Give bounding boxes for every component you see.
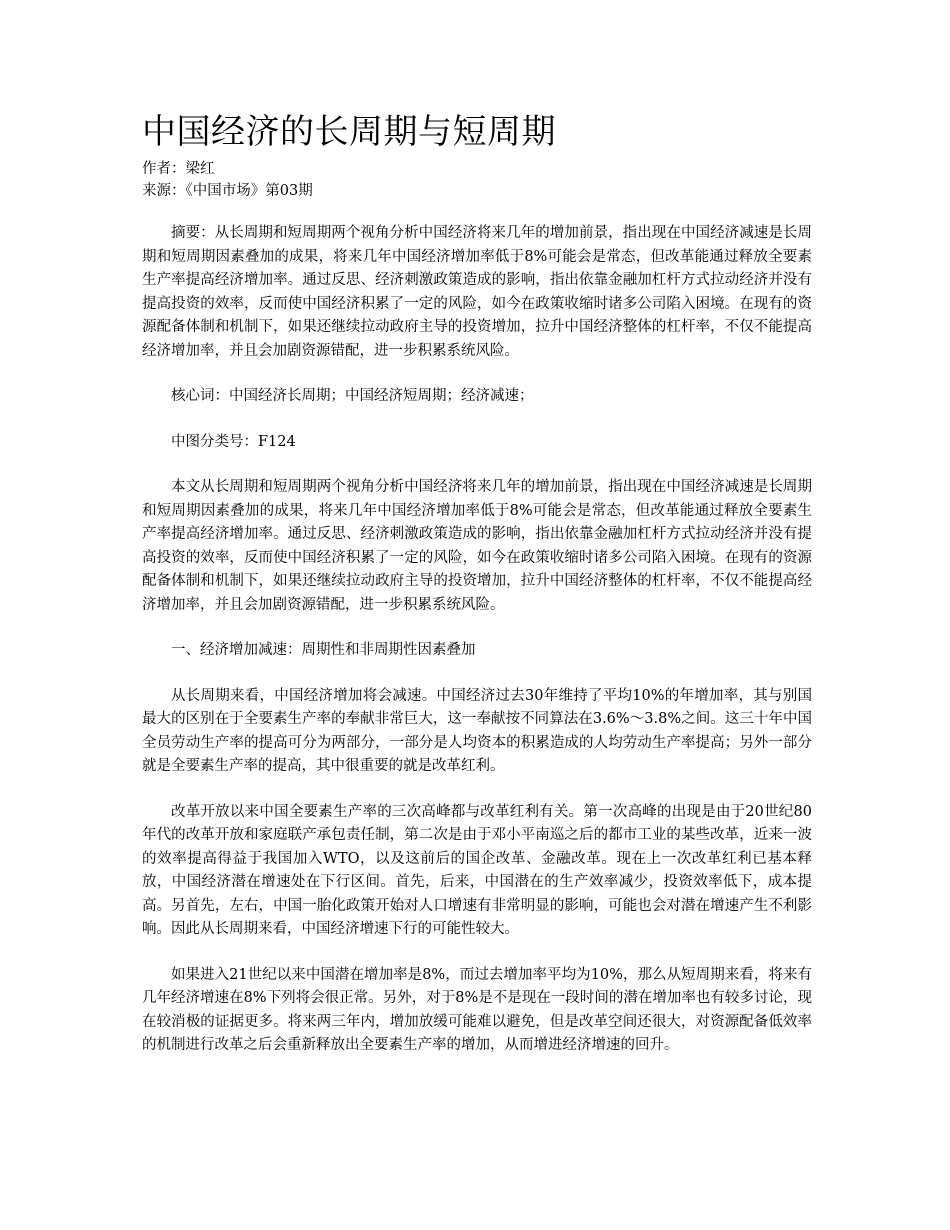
- body-paragraph-3: 如果进入21世纪以来中国潜在增加率是8%，而过去增加率平均为10%，那么从短周期来看，将来有几年经济增速在8%下列将会很正常。另外，对于8%是不是现在一段时间的潜在增加率也有较多讨论，现在较消极的证据更多。将来两三年内，增加放缓可能难以避免，但是改革空间还很大，对资源配备低效率的机制进行改革之后会重新释放出全要素生产率的增加，从而增进经济增速的回升。: [142, 966, 812, 1053]
- classification-paragraph: 中图分类号：F124: [171, 433, 296, 450]
- document-page: [142, 110, 812, 1058]
- document-source: 来源：《中国市场》第03期: [142, 183, 313, 199]
- body-paragraph-2: 改革开放以来中国全要素生产率的三次高峰都与改革红利有关。第一次高峰的出现是由于20世纪80年代的改革开放和家庭联产承包责任制，第二次是由于邓小平南巡之后的都市工业的某些改革，近来一波的效率提高得益于我国加入WTO，以及这前后的国企改革、金融改革。现在上一次改革红利已基本释放，中国经济潜在增速处在下行区间。首先，后来，中国潜在的生产效率减少，投资效率低下，成本提高。另首先，左右，中国一胎化政策开始对人口增速有非常明显的影响，可能也会对潜在增速产生不利影响。因此从长周期来看，中国经济增速下行的可能性较大。: [142, 803, 812, 937]
- body-paragraph-1: 从长周期来看，中国经济增加将会减速。中国经济过去30年维持了平均10%的年增加率，其与别国最大的区别在于全要素生产率的奉献非常巨大，这一奉献按不同算法在3.6%～3.8%之间。这三十年中国全员劳动生产率的提高可分为两部分，一部分是人均资本的积累造成的人均劳动生产率提高；另外一部分就是全要素生产率的提高，其中很重要的就是改革红利。: [142, 687, 812, 774]
- document-title: 中国经济的长周期与短周期: [142, 112, 556, 152]
- keywords-paragraph: 核心词：中国经济长周期；中国经济短周期；经济减速；: [171, 388, 534, 404]
- intro-paragraph: 本文从长周期和短周期两个视角分析中国经济将来几年的增加前景，指出现在中国经济减速是长周期和短周期因素叠加的成果，将来几年中国经济增加率低于8%可能会是常态，但改革能通过释放全要素生产率提高经济增加率。通过反思、经济刺激政策造成的影响，指出依靠金融加杠杆方式拉动经济并没有提高投资的效率，反而使中国经济积累了一定的风险，如今在政策收缩时诸多公司陷入困境。在现有的资源配备体制和机制下，如果还继续拉动政府主导的投资增加，拉升中国经济整体的杠杆率，不仅不能提高经济增加率，并且会加剧资源错配，进一步积累系统风险。: [142, 479, 812, 613]
- abstract-paragraph: 摘要：从长周期和短周期两个视角分析中国经济将来几年的增加前景，指出现在中国经济减速是长周期和短周期因素叠加的成果，将来几年中国经济增加率低于8%可能会是常态，但改革能通过释放全要素生产率提高经济增加率。通过反思、经济刺激政策造成的影响，指出依靠金融加杠杆方式拉动经济并没有提高投资的效率，反而使中国经济积累了一定的风险，如今在政策收缩时诸多公司陷入困境。在现有的资源配备体制和机制下，如果还继续拉动政府主导的投资增加，拉升中国经济整体的杠杆率，不仅不能提高经济增加率，并且会加剧资源错配，进一步积累系统风险。: [142, 225, 812, 359]
- document-author: 作者：梁红: [142, 161, 215, 177]
- section-heading: 一、经济增加减速：周期性和非周期性因素叠加: [171, 642, 476, 658]
